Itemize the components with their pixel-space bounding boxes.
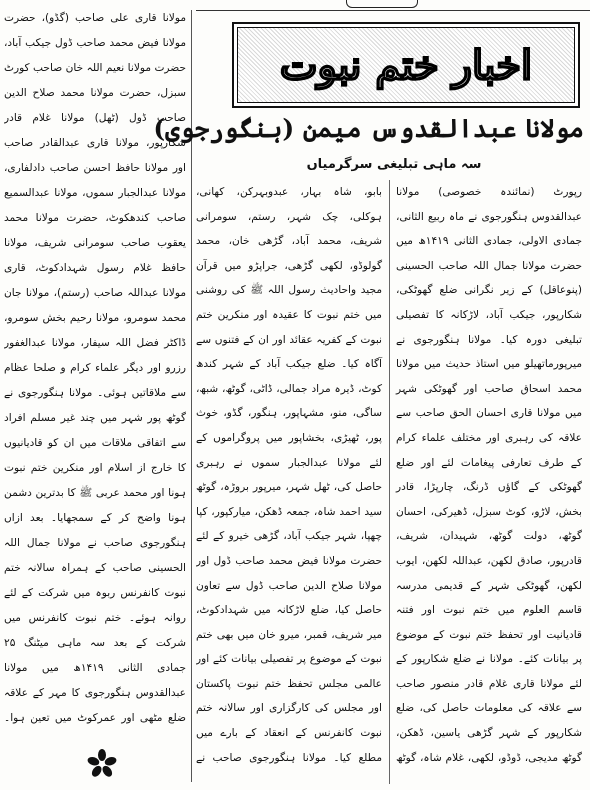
article-subheadline: سہ ماہی تبلیغی سرگرمیاں: [306, 157, 482, 172]
masthead-title: اخبار ختم نبوت: [279, 41, 533, 89]
header-tab-mark: [346, 0, 418, 8]
sidebar-column-text: مولانا قاری علی صاحب (گڈو)، حضرت مولانا فیض محمد صاحب ڈول جیکب آباد، حضرت مولانا نعیم اللہ خان صاحب کورٹ سبزل، حضرت مولانا محمد صلاح الدین صاحب ڈول (ٹھل) مولانا غلام قادر شکارپور، مولانا قاری عبدالقادر صاحب اور مولانا حافظ احسن صاحب دادلفاری، مولانا عبدالجبار سموں، مولانا عبدالسمیع صاحب کندھکوٹ، حضرت مولانا محمد یعقوب صاحب سومرانی شریف، مولانا حافظ غلام رسول شہدادکوٹ، قاری مولانا عبداللہ صاحب (رستم)، مولانا جان محمد سومرو، مولانا رحیم بخش سومرو، ڈاکٹر فضل اللہ سیفار، مولانا عبدالغفور رزرو اور دیگر علماء کرام و صلحا عظام سے ملاقاتیں ہوئی۔ مولانا ہنگورجوی نے گوٹھ پور شہر میں چند غیر مسلم افراد سے اتفاقی ملاقات میں ان کو قادیانیوں کا خارج از اسلام اور منکرین ختم نبوت ہونا اور محمد عربی ﷺ کا بدترین دشمن ہونا واضح کر کے سمجھایا۔ بعد ازاں ہنگورجوی صاحب نے مولانا جمال اللہ الحسینی صاحب کے ہمراہ سالانہ ختم نبوت کانفرنس ربوہ میں شرکت کے لئے روانہ ہوئے۔ ختم نبوت کانفرنس میں شرکت کے بعد سہ ماہی میٹنگ ۲۵ جمادی الثانی ۱۴۱۹ھ میں مولانا عبدالقدوس ہنگورجوی کا مہر کے علاقہ ضلع مٹھی اور عمرکوٹ میں تعین ہوا۔: [4, 12, 186, 724]
flower-ornament-icon: [86, 748, 118, 780]
article-body: [196, 180, 582, 784]
page-header-rule: [196, 0, 590, 11]
masthead-banner: [232, 22, 580, 108]
article-text: رپورٹ (نمائندہ خصوصی) مولانا عبدالقدوس ہنگورجوی نے ماہ ربیع الثانی، جمادی الاولی، جمادی الثانی ۱۴۱۹ھ میں حضرت مولانا جمال اللہ صاحب الحسینی (پنوعاقل) کے زیر نگرانی ضلع گھوٹکی، شکارپور، جیکب آباد، لاڑکانہ کا تفصیلی تبلیغی دورہ کیا۔ مولانا ہنگورجوی نے میرپورماتھیلو میں استاذ حدیث میں مولانا محمد اسحاق صاحب اور گھوٹکی شہر میں مولانا قاری احسان الحق صاحب سے علاقہ کی رہبری اور مختلف علماء کرام کے طرف تعارفی پیغامات لئے اور ضلع گھوٹکی کے گاؤں ڈرنگ، چارپڑا، قادر بخش، لاڑو، کوٹ سبزل، ڈھیرکی، احسان گوٹھ، دولت گوٹھ، شہیدان، شریف، قادرپور، صادق لکھن، عبداللہ لکھن، ایوب لکھن، گھوٹکی شہر کے قدیمی مدرسہ قاسم العلوم میں ختم نبوت اور فتنہ قادیانیت اور تحفظ ختم نبوت کے موضوع پر بیانات کئے۔ مولانا نے ضلع شکارپور کے لئے مولانا قاری غلام قادر منصور صاحب سے علاقہ کی معلومات حاصل کی، ضلع شکارپور کے شہر گڑھی یاسین، ڈھکن، گوٹھ مدیجی، ڈوڈو، لکھی، غلام شاہ، گوٹھ بابو، شاہ بہار، عبدوبہرکن، کھانی، ہوکلی، چک شہر، رستم، سومرانی شریف، محمد آباد، گڑھی خان، محمد گولوڈو، لکھی گڑھی، جراپڑو میں قرآن مجید واحادیث رسول اللہ ﷺ کی روشنی میں ختم نبوت کا عقیدہ اور منکرین ختم نبوت کے کفریہ عقائد اور ان کے فتنوں سے آگاہ کیا۔ ضلع جیکب آباد کے شہر کندھ کوٹ، ڈیرہ مراد جمالی، ڈاٹی، گوٹھ، شبھ، ساگی، منو، مشہاپور، ہنگور، گڈو، خوث پور، ٹھیڑی، بخشاپور میں پروگراموں کے لئے مولانا عبدالجبار سموں نے رہبری حاصل کی، ٹھل شہر، میرپور بروڑہ، گوٹھ سید احمد شاہ، جمعہ ڈھکن، میارکپور، کپا چھپا، شہر جیکب آباد، گڑھی خیرو کے لئے حضرت مولانا فیض محمد صاحب ڈول اور مولانا صلاح الدین صاحب ڈول سے تعاون حاصل کیا، ضلع لاڑکانہ میں شہدادکوٹ، میر شریف، قمبر، میرو خان میں بھی ختم نبوت کے موضوع پر تفصیلی بیانات کئے اور عالمی مجلس تحفظ ختم نبوت پاکستان اور مجلس کی کارگزاری اور سالانہ ختم نبوت کانفرنس کے انعقاد کے بارے میں مطلع کیا۔ مولانا ہنگورجوی صاحب نے: [196, 186, 582, 764]
article-headline: مولانا عبدالقدوس میمن (ہنگورجوی): [153, 114, 584, 143]
